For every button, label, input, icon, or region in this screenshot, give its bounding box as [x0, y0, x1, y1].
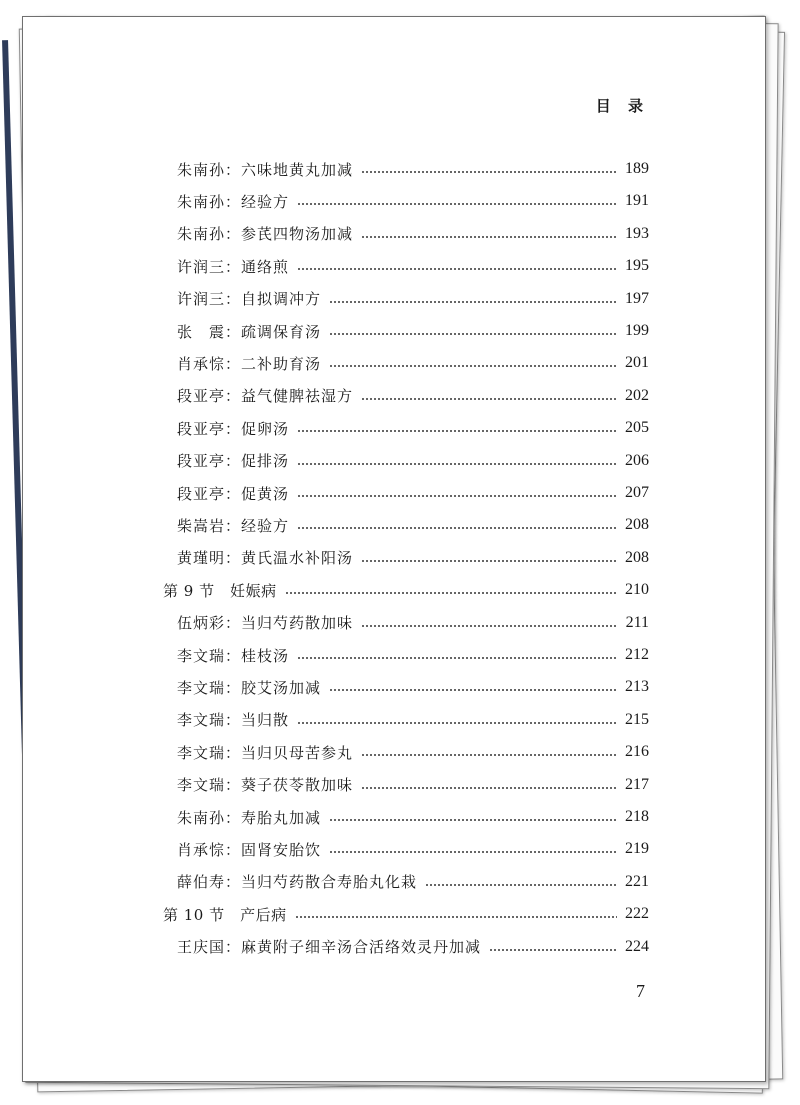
- dot-leader: [361, 398, 617, 400]
- dot-leader: [297, 203, 617, 205]
- toc-section[interactable]: [163, 902, 649, 926]
- toc-page-number: 221: [625, 872, 649, 890]
- toc-entry[interactable]: [177, 837, 649, 861]
- toc-page-number: 218: [625, 808, 649, 825]
- toc-entry-title: 李文瑞：桂枝汤: [177, 646, 290, 665]
- toc-entry[interactable]: [177, 287, 649, 311]
- toc-entry-title: 李文瑞：胶艾汤加减: [177, 678, 322, 697]
- toc-entry-title: 李文瑞：当归贝母苦参丸: [177, 743, 354, 762]
- toc-page-number: 197: [625, 289, 649, 307]
- toc-entry[interactable]: [177, 643, 649, 667]
- toc-entry[interactable]: [177, 675, 649, 699]
- toc-page-number: 208: [625, 516, 649, 534]
- toc-page-number: 207: [625, 484, 649, 501]
- toc-section-title: 第 9 节 妊娠病: [163, 581, 277, 600]
- dot-leader: [361, 236, 617, 238]
- toc-entry-title: 朱南孙：六味地黄丸加减: [177, 160, 354, 179]
- dot-leader: [361, 787, 617, 789]
- toc-page: [22, 16, 766, 1082]
- toc-entry[interactable]: [177, 449, 649, 473]
- toc-entry-title: 许润三：自拟调冲方: [177, 290, 322, 309]
- toc-entry[interactable]: [177, 546, 649, 570]
- dot-leader: [297, 657, 617, 659]
- toc-entry[interactable]: [177, 351, 649, 375]
- toc-entry-title: 薛伯寿：当归芍药散合寿胎丸化栽: [177, 873, 418, 892]
- dot-leader: [361, 754, 617, 756]
- toc-entry[interactable]: [177, 611, 649, 635]
- toc-entry[interactable]: [177, 189, 649, 213]
- toc-entry[interactable]: [177, 416, 649, 440]
- dot-leader: [297, 268, 617, 270]
- dot-leader: [425, 884, 617, 886]
- toc-entry-title: 张 震：疏调保育汤: [177, 322, 322, 341]
- toc-entry-title: 黄瑾明：黄氏温水补阳汤: [177, 549, 354, 568]
- toc-page-number: 212: [625, 646, 649, 663]
- toc-page-number: 224: [625, 937, 649, 955]
- toc-entry-title: 肖承悰：固肾安胎饮: [177, 840, 322, 859]
- toc-page-number: 216: [625, 743, 649, 761]
- toc-entry[interactable]: [177, 513, 649, 537]
- toc-entry-title: 柴嵩岩：经验方: [177, 516, 290, 535]
- toc-entry-title: 段亚亭：益气健脾祛湿方: [177, 387, 354, 406]
- dot-leader: [361, 625, 618, 627]
- toc-entry[interactable]: [177, 384, 649, 408]
- toc-entry[interactable]: [177, 935, 649, 959]
- toc-entry-title: 段亚亭：促卵汤: [177, 419, 290, 438]
- dot-leader: [361, 560, 617, 562]
- toc-entry-title: 王庆国：麻黄附子细辛汤合活络效灵丹加减: [177, 938, 482, 957]
- dot-leader: [329, 851, 617, 853]
- dot-leader: [297, 430, 617, 432]
- dot-leader: [297, 722, 617, 724]
- toc-section-title: 第 10 节 产后病: [163, 905, 287, 924]
- toc-page-number: 213: [625, 678, 649, 696]
- toc-entry[interactable]: [177, 805, 649, 829]
- dot-leader: [297, 527, 617, 529]
- dot-leader: [329, 689, 617, 691]
- dot-leader: [329, 365, 617, 367]
- dot-leader: [329, 819, 617, 821]
- dot-leader: [489, 949, 617, 951]
- toc-page-number: 199: [625, 322, 649, 339]
- toc-entry[interactable]: [177, 740, 649, 764]
- dot-leader: [329, 301, 617, 303]
- toc-entry[interactable]: [177, 708, 649, 732]
- toc-page-number: 189: [625, 160, 649, 177]
- toc-section[interactable]: [163, 578, 649, 602]
- toc-page-number: 217: [625, 775, 649, 793]
- toc-entry-title: 段亚亭：促黄汤: [177, 484, 290, 503]
- toc-page-number: 201: [625, 354, 649, 372]
- dot-leader: [361, 171, 617, 173]
- toc-entry-title: 伍炳彩：当归芍药散加味: [177, 614, 354, 633]
- toc-page-number: 205: [625, 419, 649, 437]
- toc-page-number: 210: [625, 581, 649, 599]
- toc-page-number: 202: [625, 386, 649, 404]
- toc-entry[interactable]: [177, 157, 649, 181]
- toc-page-number: 193: [625, 224, 649, 242]
- dot-leader: [297, 495, 617, 497]
- dot-leader: [285, 592, 617, 594]
- toc-page-number: 222: [625, 905, 649, 923]
- toc-entry[interactable]: [177, 870, 649, 894]
- toc-page-number: 191: [625, 192, 649, 210]
- toc-entry-title: 段亚亭：促排汤: [177, 452, 290, 471]
- toc-entry-title: 李文瑞：葵子茯苓散加味: [177, 776, 354, 795]
- toc-page-number: 195: [625, 257, 649, 275]
- dot-leader: [329, 333, 617, 335]
- toc-entry[interactable]: [177, 773, 649, 797]
- dot-leader: [295, 916, 617, 918]
- toc-page-number: 208: [625, 548, 649, 566]
- toc-entry-title: 许润三：通络煎: [177, 257, 290, 276]
- toc-entry-title: 朱南孙：参芪四物汤加减: [177, 225, 354, 244]
- toc-entry[interactable]: [177, 319, 649, 343]
- toc-page-number: 211: [625, 613, 649, 631]
- toc-entry-title: 朱南孙：寿胎丸加减: [177, 808, 322, 827]
- running-head: 目 录: [595, 97, 649, 115]
- toc-entry-title: 李文瑞：当归散: [177, 711, 290, 730]
- toc-page-number: 219: [625, 840, 649, 858]
- toc-page-number: 215: [625, 710, 649, 728]
- page-number: 7: [636, 981, 645, 1001]
- toc-entry[interactable]: [177, 222, 649, 246]
- toc-entry-title: 肖承悰：二补助育汤: [177, 354, 322, 373]
- toc-entry[interactable]: [177, 481, 649, 505]
- dot-leader: [297, 463, 617, 465]
- toc-entry-title: 朱南孙：经验方: [177, 192, 290, 211]
- toc-entry[interactable]: [177, 254, 649, 278]
- toc-page-number: 206: [625, 451, 649, 469]
